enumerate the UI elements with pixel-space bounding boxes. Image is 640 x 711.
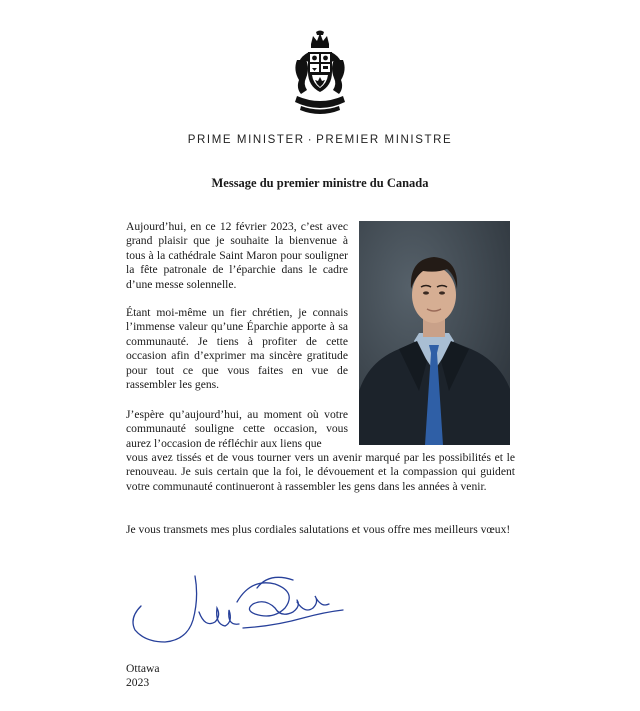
- coat-of-arms-icon: [291, 30, 349, 114]
- office-title-fr: PREMIER MINISTRE: [316, 134, 453, 146]
- message-title: Message du premier ministre du Canada: [211, 176, 429, 190]
- paragraph-2: Étant moi-même un fier chrétien, je connais l’immense valeur qu’une Éparchie apporte à sa communauté. Je tiens à profiter de cette occasion afin d’exprimer ma sincère gratitude pour tout ce que vous faites en vue de rassembler les gens.: [126, 306, 348, 392]
- paragraph-1: Aujourd’hui, en ce 12 février 2023, c’est avec grand plaisir que je souhaite la bienvenue à tous à la cathédrale Saint Maron pour souligner la fête patronale de l’éparchie dans le cadre d’une messe solennelle.: [126, 220, 348, 291]
- portrait-photo: [359, 221, 510, 445]
- paragraph-3-end: vous avez tissés et de vous tourner vers un avenir marqué par les possibilités et le renouveau. Je suis certain que la foi, le dévouement et la compassion qui guident votre communauté continueront à rassembler les gens dans les années à venir.: [126, 451, 515, 493]
- office-title: [0, 134, 640, 146]
- paragraph-3-start: J’espère qu’aujourd’hui, au moment où votre communauté souligne cette occasion, vous aurez l’occasion de réfléchir aux liens que: [126, 408, 348, 450]
- office-title-en: PRIME MINISTER: [187, 134, 305, 146]
- place-line: Ottawa: [126, 662, 160, 675]
- office-title-separator: ·: [307, 134, 314, 146]
- signature: [125, 568, 350, 648]
- year-line: 2023: [126, 676, 150, 689]
- paragraph-4: Je vous transmets mes plus cordiales salutations et vous offre mes meilleurs vœux!: [126, 523, 511, 536]
